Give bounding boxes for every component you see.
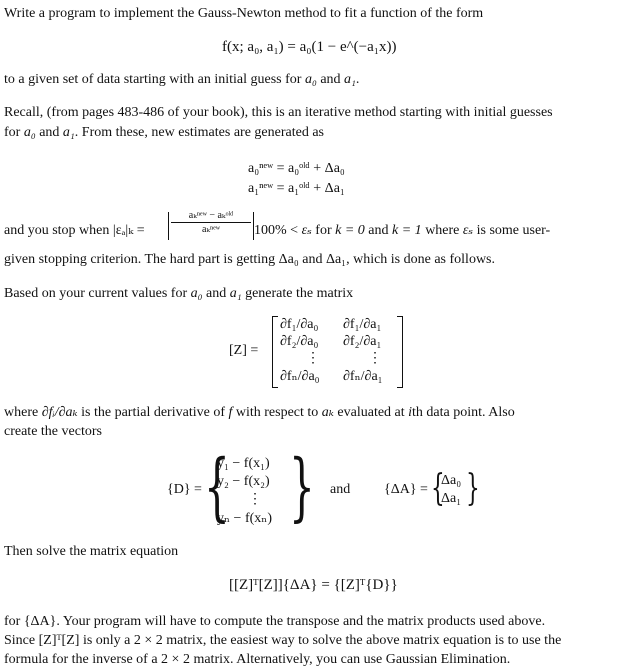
vector-da-right-brace: } [466,468,480,509]
matrix-z-cell: ∂f₁/∂a₀ [280,317,319,332]
update-eq-a0: a₀ⁿᵉʷ = a₀ᵒˡᵈ + Δa₀ [248,161,345,176]
vector-da-cell: Δa₀ [441,473,462,488]
and-text: and [330,482,351,497]
vector-d-left-brace: { [204,444,230,530]
matrix-z-cell: ∂f₁/∂a₁ [343,317,382,332]
vector-d-cell: ⋮ [248,492,262,507]
vector-da-left-brace: { [431,468,445,509]
stop-criterion-text: and you stop when |εₐ|ₖ = [4,223,145,238]
initial-guess-text: to a given set of data starting with an initial guess for a₀ and a₁. [4,72,360,87]
matrix-z-cell: ⋮ [306,351,320,366]
model-formula: f(x; a₀, a₁) = a₀(1 − e^(−a₁x)) [222,39,397,55]
alternative-text: formula for the inverse of a 2 × 2 matrix. Alternatively, you can use Gaussian Elimination. [4,652,511,667]
matrix-z-label: [Z] = [229,343,259,358]
recall-text: Recall, (from pages 483-486 of your book), this is an iterative method starting with initial guesses [4,105,553,120]
matrix-z-cell: ∂fₙ/∂a₁ [343,369,383,384]
partial-derivative-text: where ∂fᵢ/∂aₖ is the partial derivative of f with respect to aₖ evaluated at ith data point. Also [4,405,515,420]
generate-matrix-text: Based on your current values for a₀ and a₁ generate the matrix [4,286,354,301]
hard-part-text: given stopping criterion. The hard part is getting Δa₀ and Δa₁, which is done as follows. [4,252,496,267]
vector-d-cell: yₙ − f(xₙ) [217,511,272,526]
normal-equation: [[Z]ᵀ[Z]]{ΔA} = {[Z]ᵀ{D}} [229,577,398,593]
vector-d-right-brace: } [289,444,315,530]
vector-d-cell: y₁ − f(x₁) [217,456,270,471]
matrix-z-cell: ∂f₂/∂a₀ [280,334,319,349]
solve-text: Then solve the matrix equation [4,544,179,559]
intro-text: Write a program to implement the Gauss-Newton method to fit a function of the form [4,6,484,21]
matrix-z-cell: ∂f₂/∂a₁ [343,334,382,349]
vector-da-label: {ΔA} = [384,482,428,497]
inverse-text: Since [Z]ᵀ[Z] is only a 2 × 2 matrix, the easiest way to solve the above matrix equation is to use the [4,633,562,648]
matrix-z-left-bracket [272,316,278,388]
vector-da-cell: Δa₁ [441,491,462,506]
stop-criterion-text-cont: 100% < εₛ for k = 0 and k = 1 where εₛ is some user- [254,223,551,238]
update-eq-a1: a₁ⁿᵉʷ = a₁ᵒˡᵈ + Δa₁ [248,181,345,196]
matrix-z-cell: ∂fₙ/∂a₀ [280,369,320,384]
vector-d-cell: y₂ − f(x₂) [217,474,270,489]
compute-text: for {ΔA}. Your program will have to compute the transpose and the matrix products used above. [4,614,546,629]
matrix-z-cell: ⋮ [368,351,382,366]
create-vectors-text: create the vectors [4,424,102,439]
estimates-text: for a₀ and a₁. From these, new estimates are generated as [4,125,324,140]
abs-bar-left [168,212,169,240]
matrix-z-right-bracket [397,316,403,388]
vector-d-label: {D} = [167,482,202,497]
relative-error-fraction: aₖⁿᵉʷ − aₖᵒˡᵈ aₖⁿᵉʷ [171,210,251,235]
